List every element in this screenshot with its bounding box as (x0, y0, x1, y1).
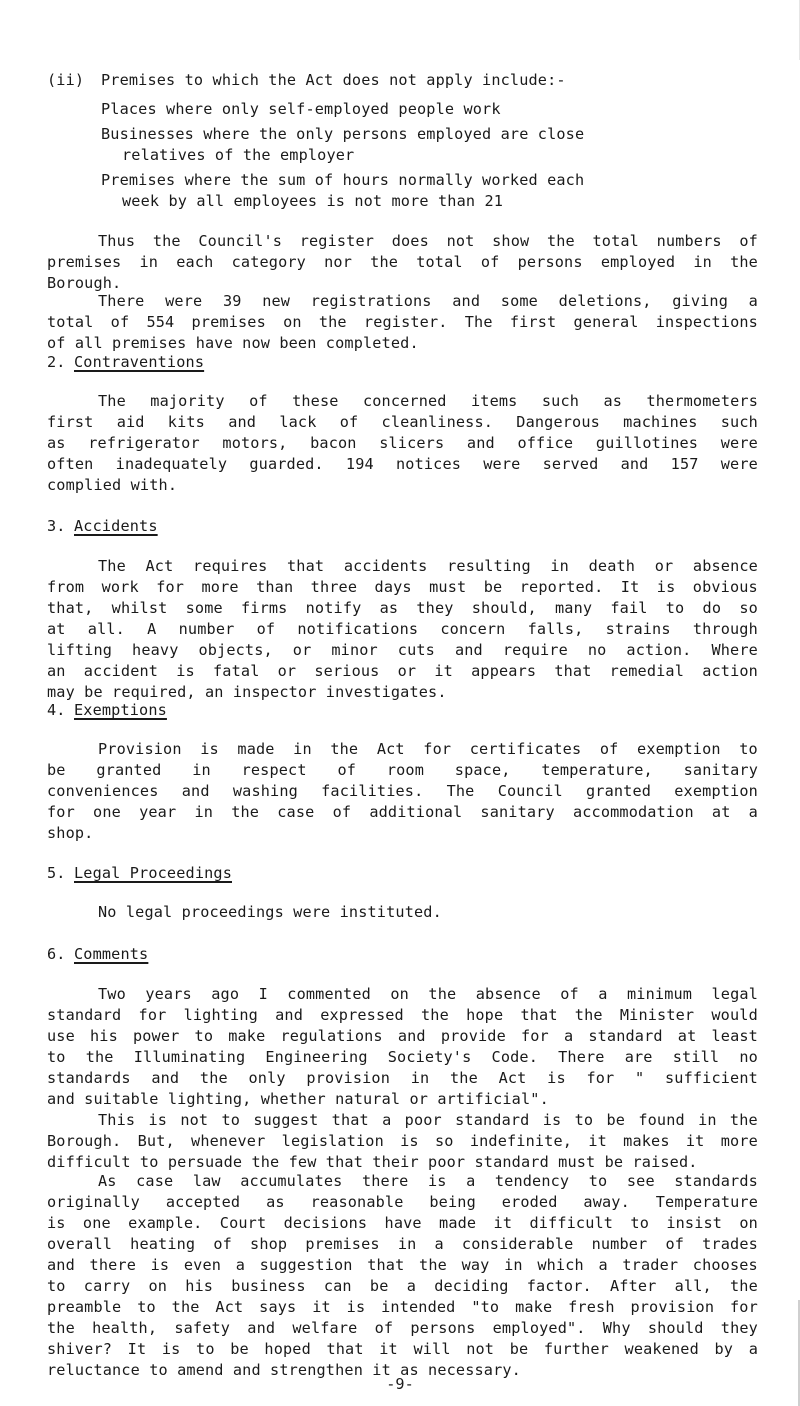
paragraph-line: often inadequately guarded. 194 notices were served and 157 were (47, 455, 758, 473)
paragraph-line: that, whilst some firms notify as they should, many fail to do so (47, 599, 758, 617)
paragraph-line: Two years ago I commented on the absence of a minimum legal (98, 985, 758, 1003)
paragraph-line: an accident is fatal or serious or it appears that remedial action (47, 662, 758, 680)
section-number: 6. (47, 945, 66, 963)
paragraph-line: may be required, an inspector investigates. (47, 683, 447, 701)
paragraph-line: to the Illuminating Engineering Society's Code. There are still no (47, 1048, 758, 1066)
paragraph-line: Borough. But, whenever legislation is so indefinite, it makes it more (47, 1132, 758, 1150)
paragraph-line: is one example. Court decisions have made it difficult to insist on (47, 1214, 758, 1232)
section-number: 2. (47, 353, 66, 371)
section-number: 3. (47, 517, 66, 535)
paragraph-line: standard for lighting and expressed the hope that the Minister would (47, 1006, 758, 1024)
paragraph-line: from work for more than three days must be reported. It is obvious (47, 578, 758, 596)
paragraph-line: complied with. (47, 476, 178, 494)
paragraph-line: conveniences and washing facilities. The Council granted exemption (47, 782, 758, 800)
paragraph-line: Thus the Council's register does not show the total numbers of (98, 232, 758, 250)
paragraph-line: and there is even a suggestion that the way in which a trader chooses (47, 1256, 758, 1274)
paragraph-line: premises in each category nor the total of persons employed in the (47, 253, 758, 271)
section-marker: (ii) (47, 71, 85, 89)
paragraph-line: the health, safety and welfare of persons employed". Why should they (47, 1319, 758, 1337)
paragraph-line: Borough. (47, 274, 122, 292)
paragraph-line: total of 554 premises on the register. The first general inspections (47, 313, 758, 331)
paragraph-line: for one year in the case of additional sanitary accommodation at a (47, 803, 758, 821)
paragraph-line: The majority of these concerned items such as thermometers (98, 392, 758, 410)
paragraph-line: preamble to the Act says it is intended "to make fresh provision for (47, 1298, 758, 1316)
paragraph-line: lifting heavy objects, or minor cuts and require no action. Where (47, 641, 758, 659)
section-heading: Contraventions (74, 353, 205, 371)
paragraph-line: reluctance to amend and strengthen it as necessary. (47, 1361, 521, 1379)
section-number: 5. (47, 864, 66, 882)
paragraph-line: As case law accumulates there is a tendency to see standards (98, 1172, 758, 1190)
paragraph-line: standards and the only provision in the Act is for " sufficient (47, 1069, 758, 1087)
list-item-line: week by all employees is not more than 21 (122, 192, 504, 210)
paragraph-line: use his power to make regulations and provide for a standard at least (47, 1027, 758, 1045)
list-item-line: relatives of the employer (122, 146, 355, 164)
paragraph-line: first aid kits and lack of cleanliness. Dangerous machines such (47, 413, 758, 431)
page-number: -9- (386, 1375, 414, 1393)
paragraph-line: overall heating of shop premises in a considerable number of trades (47, 1235, 758, 1253)
paragraph-line: originally accepted as reasonable being eroded away. Temperature (47, 1193, 758, 1211)
paragraph-line: This is not to suggest that a poor standard is to be found in the (98, 1111, 758, 1129)
section-heading: Exemptions (74, 701, 167, 719)
section-heading: Legal Proceedings (74, 864, 232, 882)
paragraph-line: difficult to persuade the few that their poor standard must be raised. (47, 1153, 698, 1171)
section-number: 4. (47, 701, 66, 719)
paragraph-line: There were 39 new registrations and some deletions, giving a (98, 292, 758, 310)
section-heading: Accidents (74, 517, 158, 535)
paragraph-line: Provision is made in the Act for certificates of exemption to (98, 740, 758, 758)
list-item-line: Places where only self-employed people work (101, 100, 501, 118)
paragraph-line: The Act requires that accidents resulting in death or absence (98, 557, 758, 575)
paragraph-line: be granted in respect of room space, temperature, sanitary (47, 761, 758, 779)
paragraph-line: and suitable lighting, whether natural or artificial". (47, 1090, 549, 1108)
paragraph-line: of all premises have now been completed. (47, 334, 419, 352)
paragraph-line: shop. (47, 824, 94, 842)
list-item-line: Premises where the sum of hours normally worked each (101, 171, 585, 189)
paragraph-line: as refrigerator motors, bacon slicers and office guillotines were (47, 434, 758, 452)
paragraph-line: to carry on his business can be a deciding factor. After all, the (47, 1277, 758, 1295)
paragraph-line: at all. A number of notifications concern falls, strains through (47, 620, 758, 638)
section-intro: Premises to which the Act does not apply include:- (101, 71, 566, 89)
paragraph-line: No legal proceedings were instituted. (98, 903, 442, 921)
paragraph-line: shiver? It is to be hoped that it will not be further weakened by a (47, 1340, 758, 1358)
list-item-line: Businesses where the only persons employed are close (101, 125, 585, 143)
section-heading: Comments (74, 945, 149, 963)
